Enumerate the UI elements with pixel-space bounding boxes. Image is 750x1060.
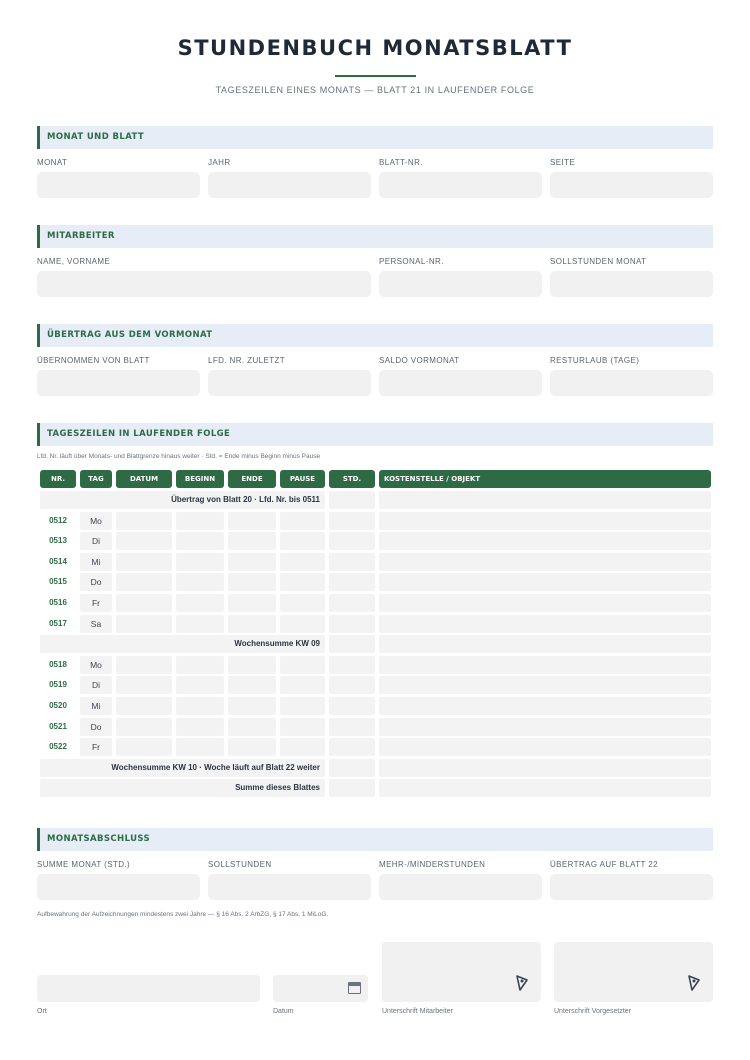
datum-cell[interactable] <box>116 573 172 591</box>
sheet-sum-row-label: Summe dieses Blattes <box>235 783 320 792</box>
row-nr: 0515 <box>49 577 67 586</box>
row-tag: Do <box>80 718 112 736</box>
col-header-pause: PAUSE <box>280 470 325 488</box>
label-monat: MONAT <box>37 158 68 167</box>
std-cell[interactable] <box>329 512 375 530</box>
ende-cell[interactable] <box>228 512 276 530</box>
week-sum-kw09-row <box>40 635 325 653</box>
datum-cell[interactable] <box>116 594 172 612</box>
saldo-field[interactable] <box>379 370 542 396</box>
row-tag: Di <box>80 676 112 694</box>
pause-cell[interactable] <box>280 718 325 736</box>
kostenstelle-cell[interactable] <box>379 718 711 736</box>
pen-icon <box>687 974 701 992</box>
ende-cell[interactable] <box>228 676 276 694</box>
std-cell[interactable] <box>329 676 375 694</box>
ort-label: Ort <box>37 1008 47 1015</box>
section-title: MONAT UND BLATT <box>47 132 145 142</box>
label-sollstunden: SOLLSTUNDEN <box>208 860 272 869</box>
row-nr: 0520 <box>49 701 67 710</box>
row-tag: Mo <box>80 512 112 530</box>
section-header-uebertrag <box>37 324 713 347</box>
datum-cell[interactable] <box>116 718 172 736</box>
label-saldo: SALDO VORMONAT <box>379 356 460 365</box>
label-resturlaub: RESTURLAUB (TAGE) <box>550 356 640 365</box>
label-name: NAME, VORNAME <box>37 257 111 266</box>
row-nr: 0519 <box>49 680 67 689</box>
page-title: STUNDENBUCH MONATSBLATT <box>177 36 573 60</box>
label-summe-monat: SUMME MONAT (STD.) <box>37 860 131 869</box>
kostenstelle-cell[interactable] <box>379 532 711 550</box>
week-sum-kw10-row-std-cell[interactable] <box>329 759 375 777</box>
name-field[interactable] <box>37 271 371 297</box>
carry-in-row-std-cell[interactable] <box>329 491 375 509</box>
sheet-sum-row-std-cell[interactable] <box>329 779 375 797</box>
summe-monat-field[interactable] <box>37 874 200 900</box>
sheet-sum-row <box>40 779 325 797</box>
beginn-cell[interactable] <box>176 656 224 674</box>
monat-field[interactable] <box>37 172 200 198</box>
col-header-kostenstelle: KOSTENSTELLE / OBJEKT <box>379 470 711 488</box>
pause-cell[interactable] <box>280 738 325 756</box>
ende-cell[interactable] <box>228 594 276 612</box>
label-uebernommen: ÜBERNOMMEN VON BLATT <box>37 356 150 365</box>
label-jahr: JAHR <box>208 158 231 167</box>
kostenstelle-cell[interactable] <box>379 676 711 694</box>
pause-cell[interactable] <box>280 553 325 571</box>
ort-field[interactable] <box>37 975 260 1002</box>
datum-cell[interactable] <box>116 656 172 674</box>
row-tag: Mi <box>80 697 112 715</box>
row-tag: Do <box>80 573 112 591</box>
row-nr: 0516 <box>49 598 67 607</box>
mehr-minder-field[interactable] <box>379 874 542 900</box>
std-cell[interactable] <box>329 738 375 756</box>
datum-cell[interactable] <box>116 512 172 530</box>
ende-cell[interactable] <box>228 532 276 550</box>
beginn-cell[interactable] <box>176 738 224 756</box>
uebertrag-blatt-field[interactable] <box>550 874 713 900</box>
signature-mitarbeiter-label: Unterschrift Mitarbeiter <box>382 1008 453 1015</box>
carry-in-row <box>40 491 325 509</box>
section-header-tageszeilen <box>37 423 713 446</box>
col-header-beginn: BEGINN <box>176 470 224 488</box>
row-nr: 0521 <box>49 722 67 731</box>
lfd-nr-field[interactable] <box>208 370 371 396</box>
sollstunden-field[interactable] <box>208 874 371 900</box>
section-title: MONATSABSCHLUSS <box>47 834 151 844</box>
beginn-cell[interactable] <box>176 594 224 612</box>
section-title: ÜBERTRAG AUS DEM VORMONAT <box>47 330 213 340</box>
col-header-std: STD. <box>329 470 375 488</box>
signature-vorgesetzter-field[interactable] <box>554 942 713 1002</box>
sollstunden-monat-field[interactable] <box>550 271 713 297</box>
blatt-nr-field[interactable] <box>379 172 542 198</box>
beginn-cell[interactable] <box>176 512 224 530</box>
std-cell[interactable] <box>329 594 375 612</box>
datum-cell[interactable] <box>116 532 172 550</box>
section-title: TAGESZEILEN IN LAUFENDER FOLGE <box>47 429 231 439</box>
kostenstelle-cell[interactable] <box>379 573 711 591</box>
datum-cell[interactable] <box>116 697 172 715</box>
pause-cell[interactable] <box>280 615 325 633</box>
ende-cell[interactable] <box>228 656 276 674</box>
pause-cell[interactable] <box>280 697 325 715</box>
week-sum-kw10-row-kostenstelle-cell[interactable] <box>379 759 711 777</box>
section-header-monat <box>37 126 713 149</box>
pause-cell[interactable] <box>280 676 325 694</box>
beginn-cell[interactable] <box>176 718 224 736</box>
label-mehr-minder: MEHR-/MINDERSTUNDEN <box>379 860 486 869</box>
sheet-sum-row-kostenstelle-cell[interactable] <box>379 779 711 797</box>
row-nr: 0522 <box>49 742 67 751</box>
label-seite: SEITE <box>550 158 576 167</box>
label-personal-nr: PERSONAL-NR. <box>379 257 444 266</box>
pause-cell[interactable] <box>280 594 325 612</box>
label-lfd-nr: LFD. NR. ZULETZT <box>208 356 286 365</box>
title-divider <box>335 75 416 77</box>
kostenstelle-cell[interactable] <box>379 656 711 674</box>
week-sum-kw10-row <box>40 759 325 777</box>
week-sum-kw10-row-label: Wochensumme KW 10 · Woche läuft auf Blatt 22 weiter <box>111 763 320 772</box>
retention-note: Aufbewahrung der Aufzeichnungen mindestens zwei Jahre — § 16 Abs. 2 ArbZG, § 17 Abs. 1 MiLoG. <box>37 911 329 918</box>
section-header-mitarbeiter <box>37 225 713 248</box>
beginn-cell[interactable] <box>176 553 224 571</box>
kostenstelle-cell[interactable] <box>379 553 711 571</box>
datum-cell[interactable] <box>116 553 172 571</box>
jahr-field[interactable] <box>208 172 371 198</box>
week-sum-kw09-row-std-cell[interactable] <box>329 635 375 653</box>
std-cell[interactable] <box>329 615 375 633</box>
label-uebertrag-blatt: ÜBERTRAG AUF BLATT 22 <box>550 860 658 869</box>
pause-cell[interactable] <box>280 656 325 674</box>
row-tag: Mo <box>80 656 112 674</box>
kostenstelle-cell[interactable] <box>379 697 711 715</box>
calendar-icon[interactable] <box>348 982 361 994</box>
personal-nr-field[interactable] <box>379 271 542 297</box>
signature-vorgesetzter-label: Unterschrift Vorgesetzter <box>554 1008 632 1015</box>
carry-in-row-kostenstelle-cell[interactable] <box>379 491 711 509</box>
row-tag: Fr <box>80 738 112 756</box>
datum-label: Datum <box>273 1008 294 1015</box>
kostenstelle-cell[interactable] <box>379 738 711 756</box>
row-nr: 0517 <box>49 619 67 628</box>
datum-cell[interactable] <box>116 738 172 756</box>
ende-cell[interactable] <box>228 718 276 736</box>
ende-cell[interactable] <box>228 553 276 571</box>
row-nr: 0518 <box>49 660 67 669</box>
std-cell[interactable] <box>329 718 375 736</box>
kostenstelle-cell[interactable] <box>379 594 711 612</box>
ende-cell[interactable] <box>228 697 276 715</box>
datum-field[interactable] <box>273 975 368 1002</box>
table-note: Lfd. Nr. läuft über Monats- und Blattgrenze hinaus weiter · Std. = Ende minus Beginn minus Pause <box>37 453 321 460</box>
datum-cell[interactable] <box>116 676 172 694</box>
carry-in-row-label: Übertrag von Blatt 20 · Lfd. Nr. bis 0511 <box>171 495 320 504</box>
col-header-ende: ENDE <box>228 470 276 488</box>
row-tag: Fr <box>80 594 112 612</box>
std-cell[interactable] <box>329 656 375 674</box>
pause-cell[interactable] <box>280 512 325 530</box>
section-header-abschluss <box>37 828 713 851</box>
kostenstelle-cell[interactable] <box>379 512 711 530</box>
beginn-cell[interactable] <box>176 697 224 715</box>
row-nr: 0513 <box>49 536 67 545</box>
pen-icon <box>515 974 529 992</box>
section-title: MITARBEITER <box>47 231 115 241</box>
datum-cell[interactable] <box>116 615 172 633</box>
label-sollstunden-monat: SOLLSTUNDEN MONAT <box>550 257 647 266</box>
col-header-tag: TAG <box>80 470 112 488</box>
ende-cell[interactable] <box>228 738 276 756</box>
std-cell[interactable] <box>329 573 375 591</box>
resturlaub-field[interactable] <box>550 370 713 396</box>
row-tag: Sa <box>80 615 112 633</box>
std-cell[interactable] <box>329 553 375 571</box>
row-nr: 0514 <box>49 557 67 566</box>
signature-mitarbeiter-field[interactable] <box>382 942 541 1002</box>
page-subtitle: TAGESZEILEN EINES MONATS — BLATT 21 IN LAUFENDER FOLGE <box>215 85 535 95</box>
beginn-cell[interactable] <box>176 615 224 633</box>
week-sum-kw09-row-kostenstelle-cell[interactable] <box>379 635 711 653</box>
pause-cell[interactable] <box>280 532 325 550</box>
std-cell[interactable] <box>329 697 375 715</box>
label-blatt-nr: BLATT-NR. <box>379 158 423 167</box>
beginn-cell[interactable] <box>176 532 224 550</box>
beginn-cell[interactable] <box>176 573 224 591</box>
kostenstelle-cell[interactable] <box>379 615 711 633</box>
week-sum-kw09-row-label: Wochensumme KW 09 <box>234 639 320 648</box>
row-tag: Di <box>80 532 112 550</box>
std-cell[interactable] <box>329 532 375 550</box>
uebernommen-field[interactable] <box>37 370 200 396</box>
ende-cell[interactable] <box>228 573 276 591</box>
col-header-datum: DATUM <box>116 470 172 488</box>
row-tag: Mi <box>80 553 112 571</box>
seite-field[interactable] <box>550 172 713 198</box>
row-nr: 0512 <box>49 516 67 525</box>
col-header-nr: NR. <box>40 470 76 488</box>
ende-cell[interactable] <box>228 615 276 633</box>
pause-cell[interactable] <box>280 573 325 591</box>
beginn-cell[interactable] <box>176 676 224 694</box>
